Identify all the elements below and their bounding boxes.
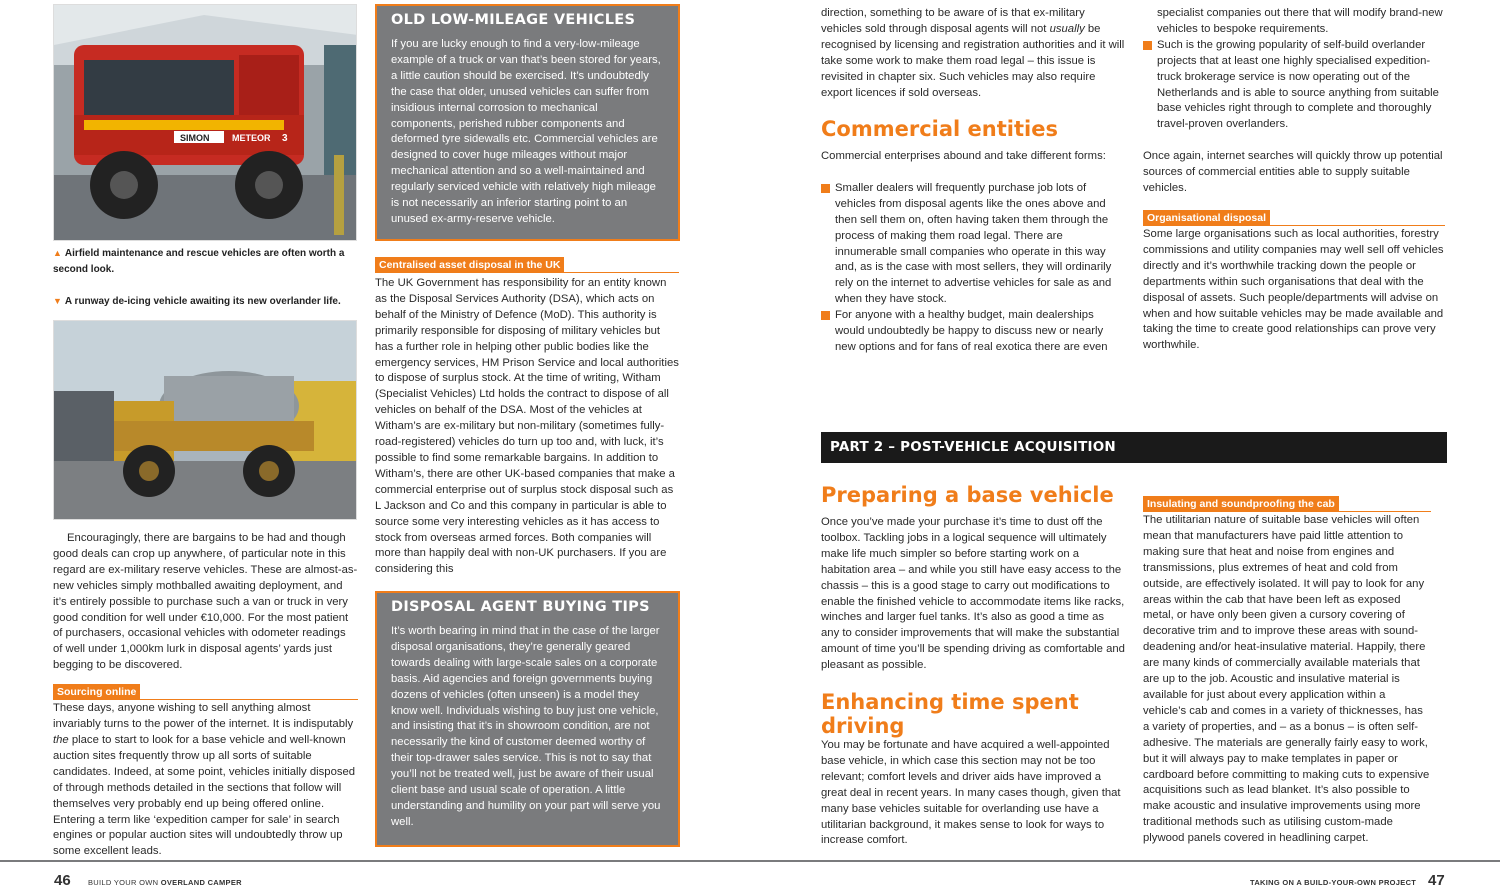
truck-badge-simon: SIMON [180, 133, 210, 143]
truck-badge-meteor: METEOR [232, 133, 271, 143]
page-number-left: 46 [54, 872, 71, 889]
fire-truck-illustration [54, 5, 357, 241]
box-title: OLD LOW-MILEAGE VEHICLES [391, 12, 636, 28]
bullet-square-icon [821, 311, 830, 320]
preparing-paragraph: Once you’ve made your purchase it’s time to dust off the toolbox. Tackling jobs in a logical sequence will ultimately make life much simpler so before starting work on a habitation area – and while you still have easy access to the chassis – this is a good stage to carry out modifications to enable the finished vehicle to accommodate items like racks, winches and larger fuel tanks. It’s also as good a time as any to consider improvements that will make the substantial amount of time you’ll be spending driving as comfortable and pleasant as possible. [821, 516, 1125, 672]
column-1-text [53, 531, 358, 860]
once-again-paragraph: Once again, internet searches will quickly throw up potential sources of commercial entities able to supply suitable vehicles. [1143, 150, 1443, 195]
deicing-truck-illustration [54, 321, 357, 520]
column-4-text [1143, 6, 1445, 354]
column-3-commercial [821, 149, 1125, 356]
bullet-square-icon [821, 184, 830, 193]
subheading-insulating-cab: Insulating and soundproofing the cab [1143, 496, 1431, 512]
footer-right-title: TAKING ON A BUILD-YOUR-OWN PROJECT [1250, 878, 1417, 887]
bullet-square-icon [1143, 41, 1152, 50]
subheading-centralised-asset-disposal: Centralised asset disposal in the UK [375, 257, 679, 273]
triangle-down-icon: ▼ [53, 296, 62, 306]
caption-deicing: ▼ A runway de-icing vehicle awaiting its new overlander life. [53, 296, 341, 307]
column-5-enhancing [821, 738, 1125, 849]
enhancing-paragraph: You may be fortunate and have acquired a well-appointed base vehicle, in which case this section may not be too relevant; comfort levels and driver aids have improved a great deal in recent years. In many cases though, given that many base vehicles suitable for overlanding use have a utilitarian background, it makes sense to look for ways to increase comfort. [821, 739, 1121, 847]
footer-rule [0, 860, 1500, 862]
heading-enhancing-driving: Enhancing time spent driving [821, 690, 1079, 738]
intro-paragraph: Encouragingly, there are bargains to be had and though good deals can crop up anywhere, of particular note in this regard are ex-military reserve vehicles. These are almost-as-new vehicles simply mothballed awaiting deployment, and it’s entirely possible to purchase such a van or truck in very good condition for well under €10,000. For the most patient of purchasers, occasional vehicles with odometer readings of well under 1,000km lurk in disposal agents’ yards just begging to be discovered. [53, 532, 358, 672]
photo-deicing-vehicle [53, 320, 357, 520]
truck-badge-number: 3 [282, 133, 288, 144]
continued-bullet-text: specialist companies out there that will modify brand-new vehicles to bespoke requirements. [1157, 7, 1443, 35]
box-text: If you are lucky enough to find a very-low-mileage example of a truck or van that’s been stored for years, a little caution should be exercised. It’s undoubtedly the case that older, unused vehicles can suffer from insidious internal corrosion to mechanical components, perished rubber components and deformed tyre sidewalls etc. Commercial vehicles are designed to cover huge mileages without major mechanical attention and so a well-maintained and regularly serviced vehicle with relatively high mileage is not necessarily an inferior starting point to an unused ex-army-reserve vehicle. [391, 38, 661, 225]
part-2-banner: PART 2 – POST-VEHICLE ACQUISITION [821, 432, 1447, 463]
bullet-smaller-dealers: Smaller dealers will frequently purchase job lots of vehicles from disposal agents like the ones above and then sell them on, often having taken them through the process of making them road legal. There are innumerable small companies who operate in this way and, as is the case with most sellers, they will ordinarily rely on the internet to advertise vehicles for sale as and when they have stock. [821, 181, 1125, 308]
column-5-preparing [821, 515, 1125, 674]
continued-paragraph: direction, something to be aware of is that ex-military vehicles sold through disposal agents will not usually be recognised by licensing and registration authorities and it will take some work to make them road legal – this issue is revisited in chapter six. Such vehicles may also require export licences if sold overseas. [821, 7, 1125, 99]
column-3-text [821, 6, 1125, 101]
organisational-paragraph: Some large organisations such as local authorities, forestry commissions and utility companies may well sell off vehicles directly and it’s worthwhile tracking down the people or departments within such organisations that deal with the disposal of assets. Such people/departments will advise on when and how suitable vehicles may be made available and taking the time to create good relationships can prove very worthwhile. [1143, 227, 1444, 352]
page-number-right: 47 [1428, 872, 1445, 889]
footer-left-title: BUILD YOUR OWN OVERLAND CAMPER [88, 878, 242, 887]
sourcing-paragraph: These days, anyone wishing to sell anything almost invariably turns to the power of the internet. It is indisputably the place to start to look for a base vehicle and well-known auction sites frequently throw up all sorts of suitable candidates. Indeed, at some point, vehicles initially disposed of through methods detailed in the sections that follow will themselves very probably end up being offered online. Entering a term like ‘expedition camper for sale’ in search engines or popular auction sites will undoubtedly throw up some excellent leads. [53, 702, 356, 858]
heading-preparing-base-vehicle: Preparing a base vehicle [821, 483, 1114, 507]
bullet-expedition-brokerage: Such is the growing popularity of self-build overlander projects that at least one highly specialised expedition-truck brokerage service is now operating out of the Netherlands and is able to source anything from suitable base vehicles right through to complete and thoroughly travel-proven overlanders. [1143, 38, 1445, 133]
box-old-low-mileage [375, 4, 680, 241]
box-text: It’s worth bearing in mind that in the case of the larger disposal organisations, they’re generally geared towards dealing with large-scale sales on a corporate basis. Aid agencies and foreign governments buying dozens of vehicles (often unseen) is a model they know well. Individuals wishing to buy just one vehicle, and insisting that it’s in showroom condition, are not necessarily the kind of customer deemed worthy of their top-drawer sales service. This is not to say that you’ll not be treated well, just be aware of their usual client base and usual scale of operation. A little understanding and humility on your part will serve you well. [391, 625, 661, 828]
column-2-text [375, 257, 679, 578]
subheading-organisational-disposal: Organisational disposal [1143, 210, 1445, 226]
insulating-paragraph: The utilitarian nature of suitable base vehicles will often mean that manufacturers have paid little attention to making sure that heat and noise from engines and transmissions, plus extremes of heat and cold from outside, are effectively isolated. It will pay to look for any areas within the cab that have been left as exposed metal, or have only been given a cursory covering of decorative trim and to improve these areas with sound-deadening and/or heat-insulative material. Happily, there are many kinds of commercially available materials that are up to the job. Acoustic and insulative material is available for just about every application within a vehicle’s cab and comes in a variety of thicknesses, has a variety of properties, and – as a bonus – is often self-adhesive. The materials are generally fairly easy to work, but it will always pay to make templates in paper or cardboard before committing to making cuts to expensive acquisitions such as lead blanket. It’s also possible to make acoustic and insulative improvements using more traditional methods such as utilising custom-made plywood panels covered in headlining carpet. [1143, 514, 1430, 845]
bullet-main-dealerships: For anyone with a healthy budget, main dealerships would undoubtedly be happy to discuss new or nearly new options and for fans of real exotica there are even [821, 308, 1125, 356]
commercial-intro: Commercial enterprises abound and take different forms: [821, 150, 1106, 162]
caption-airfield: ▲ Airfield maintenance and rescue vehicles are often worth a second look. [53, 248, 345, 275]
centralised-paragraph: The UK Government has responsibility for an entity known as the Disposal Services Authority (DSA), which acts on behalf of the Ministry of Defence (MoD). This authority is primarily responsible for disposing of military vehicles but has a further role in helping other public bodies like the emergency services, HM Prison Service and local authorities to dispose of surplus stock. At the time of writing, Witham (Specialist Vehicles) Ltd holds the contract to dispose of all vehicles on behalf of the DSA. Most of the vehicles at Witham’s are ex-military but non-military (sometimes fully-road-registered) vehicles do turn up too and, with luck, it’s possible to find some remarkable bargains. In addition to Witham’s, there are other UK-based companies that make a commercial enterprise out of surplus stock disposal such as L Jackson and Co and this company in particular is able to source some very interesting vehicles as it has access to stock from overseas armed forces. Both companies will more than happily deal with non-UK purchasers. If you are considering this [375, 277, 679, 576]
heading-commercial-entities: Commercial entities [821, 117, 1058, 141]
column-6-text [1143, 496, 1431, 847]
box-title: DISPOSAL AGENT BUYING TIPS [391, 599, 650, 615]
box-disposal-agent-tips [375, 591, 680, 847]
subheading-sourcing-online: Sourcing online [53, 684, 358, 700]
photo-airfield-fire-truck [53, 4, 357, 241]
triangle-up-icon: ▲ [53, 248, 62, 258]
